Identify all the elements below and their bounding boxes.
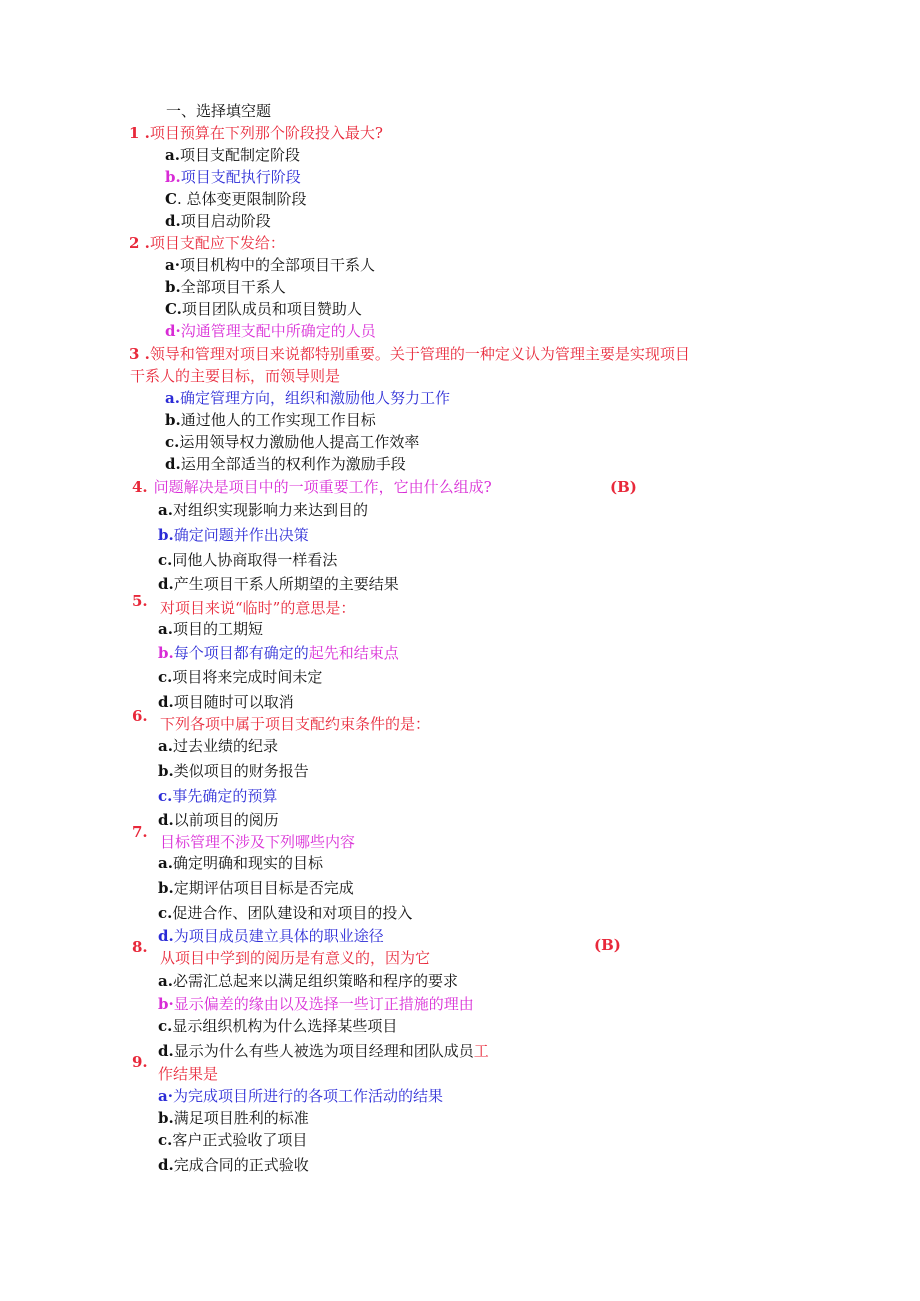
option-3a [165,388,450,408]
question-text: 问题解决是项目中的一项重要工作，它由什么组成? [153,478,492,496]
option-6d [158,810,279,830]
option-text: 确定管理方向，组织和激励他人努力工作 [179,389,450,407]
option-text: 沟通管理支配中所确定的人员 [180,322,376,340]
option-6a [158,736,278,756]
option-letter: c. [158,904,173,922]
option-4a [158,500,368,520]
option-1a [165,145,300,165]
option-letter: c. [158,1131,173,1149]
option-letter: c. [158,668,173,686]
option-text: 项目将来完成时间未定 [172,668,323,686]
question-number-9: 9. [132,1053,148,1071]
question-number-7: 7. [132,823,148,841]
option-letter: d. [165,212,181,230]
option-text: 项目启动阶段 [180,212,271,230]
option-text: 事先确定的预算 [172,787,278,805]
option-9b [158,1108,309,1128]
question-number: 1 [129,124,140,142]
option-text: . 总体变更限制阶段 [176,190,307,208]
option-letter: c. [158,1017,173,1035]
option-3d [165,454,406,474]
option-text: 同他人协商取得一样看法 [172,551,338,569]
option-2c [165,299,362,319]
question-1 [129,123,383,143]
question-number-8: 8. [132,938,148,956]
question-7-text: 目标管理不涉及下列哪些内容 [160,833,356,851]
option-letter: b. [158,879,174,897]
option-letter: d. [158,1156,174,1174]
option-7a [158,853,323,873]
option-letter: a. [165,389,180,407]
question-4 [132,477,492,497]
option-text-highlight: 起先和结束点 [308,644,399,662]
option-8d [158,1041,489,1061]
option-letter: a· [158,1087,173,1105]
option-letter: c. [165,433,180,451]
option-4d [158,574,399,594]
option-letter: c. [158,787,173,805]
option-letter: d. [158,811,174,829]
option-text: 项目支配执行阶段 [180,168,301,186]
option-text: 运用领导权力激励他人提高工作效率 [179,433,420,451]
option-1d [165,211,271,231]
option-letter: b. [158,762,174,780]
option-letter: a· [165,256,180,274]
option-text: 显示为什么有些人被选为项目经理和团队成员 [173,1042,474,1060]
option-8a [158,971,458,991]
option-text: 运用全部适当的权利作为激励手段 [180,455,406,473]
question-text: 领导和管理对项目来说都特别重要。关于管理的一种定义认为管理主要是实现项目 [149,345,690,363]
question-separator: . [139,124,150,142]
option-text: 必需汇总起来以满足组织策略和程序的要求 [172,972,458,990]
option-5b [158,643,399,663]
option-letter: a. [158,972,173,990]
option-2b [165,277,286,297]
option-text: 显示组织机构为什么选择某些项目 [172,1017,398,1035]
option-text: 定期评估项目目标是否完成 [173,879,354,897]
option-4b [158,525,309,545]
option-text: 通过他人的工作实现工作目标 [180,411,376,429]
option-text: 项目支配制定阶段 [179,146,300,164]
option-text: 过去业绩的纪录 [172,737,278,755]
option-7c [158,903,412,923]
question-3 [129,344,690,364]
option-text: 项目机构中的全部项目干系人 [179,256,375,274]
option-letter: b. [158,644,174,662]
option-3b [165,410,376,430]
option-text: 类似项目的财务报告 [173,762,309,780]
option-letter: a. [158,620,173,638]
option-1c [165,189,307,209]
option-letter: C. [165,300,182,318]
option-letter: d· [165,322,181,340]
option-text: 项目随时可以取消 [173,693,294,711]
option-letter: a. [165,146,180,164]
option-letter: b. [165,278,181,296]
option-4c [158,550,337,570]
question-5-text: 对项目来说“临时”的意思是： [160,599,356,617]
option-letter: b. [165,411,181,429]
option-text: 显示偏差的缘由以及选择一些订正措施的理由 [173,995,474,1013]
option-letter: a. [158,501,173,519]
option-text: 为完成项目所进行的各项工作活动的结果 [172,1087,443,1105]
question-separator: . [139,345,150,363]
option-letter: b. [165,168,181,186]
question-8-text: 从项目中学到的阅历是有意义的，因为它 [160,949,431,967]
option-5c [158,667,322,687]
question-text: 项目预算在下列那个阶段投入最大? [149,124,383,142]
option-2a [165,255,375,275]
question-separator: . [139,234,150,252]
option-8c [158,1016,397,1036]
option-letter: b. [158,1109,174,1127]
option-text: 完成合同的正式验收 [173,1156,309,1174]
option-7b [158,878,354,898]
option-letter: d. [158,693,174,711]
option-6b [158,761,309,781]
option-text: 以前项目的阅历 [173,811,279,829]
option-text: 为项目成员建立具体的职业途径 [173,927,384,945]
option-3c [165,432,419,452]
option-5d [158,692,294,712]
option-6c [158,786,277,806]
option-letter: d. [165,455,181,473]
option-text: 促进合作、团队建设和对项目的投入 [172,904,413,922]
option-5a [158,619,263,639]
option-letter: d. [158,927,174,945]
option-8b [158,994,474,1014]
option-text: 确定问题并作出决策 [173,526,309,544]
option-text: 项目的工期短 [172,620,263,638]
option-letter: a. [158,737,173,755]
option-text: 确定明确和现实的目标 [172,854,323,872]
question-9-text-start: 工 [473,1042,489,1060]
option-letter: b. [158,526,174,544]
question-number-6: 6. [132,707,148,725]
option-text: 产生项目干系人所期望的主要结果 [173,575,399,593]
option-text: 满足项目胜利的标准 [173,1109,309,1127]
question-3-continued: 干系人的主要目标，而领导则是 [130,367,341,385]
option-1b [165,167,301,187]
question-6-text: 下列各项中属于项目支配约束条件的是： [160,715,431,733]
answer-badge: (B) [610,478,637,496]
option-9a [158,1086,443,1106]
option-letter: C [165,190,177,208]
option-letter: d. [158,575,174,593]
option-text: 每个项目都有确定的 [173,644,309,662]
option-text: 对组织实现影响力来达到目的 [172,501,368,519]
question-9-continued: 作结果是 [158,1065,219,1083]
question-number-5: 5. [132,592,148,610]
option-2d [165,321,376,341]
option-letter: c. [158,551,173,569]
option-9c [158,1130,307,1150]
question-text: 项目支配应下发给： [149,234,285,252]
question-2 [129,233,285,253]
answer-badge: (B) [594,936,621,954]
section-title: 一、选择填空题 [166,102,272,120]
question-number: 4. [132,478,148,496]
option-7d [158,926,384,946]
option-letter: b· [158,995,174,1013]
option-letter: a. [158,854,173,872]
option-text: 项目团队成员和项目赞助人 [181,300,362,318]
option-9d-clipped [158,1155,309,1174]
question-number: 3 [129,345,140,363]
option-letter: d. [158,1042,174,1060]
option-text: 客户正式验收了项目 [172,1131,308,1149]
option-text: 全部项目干系人 [180,278,286,296]
question-number: 2 [129,234,140,252]
